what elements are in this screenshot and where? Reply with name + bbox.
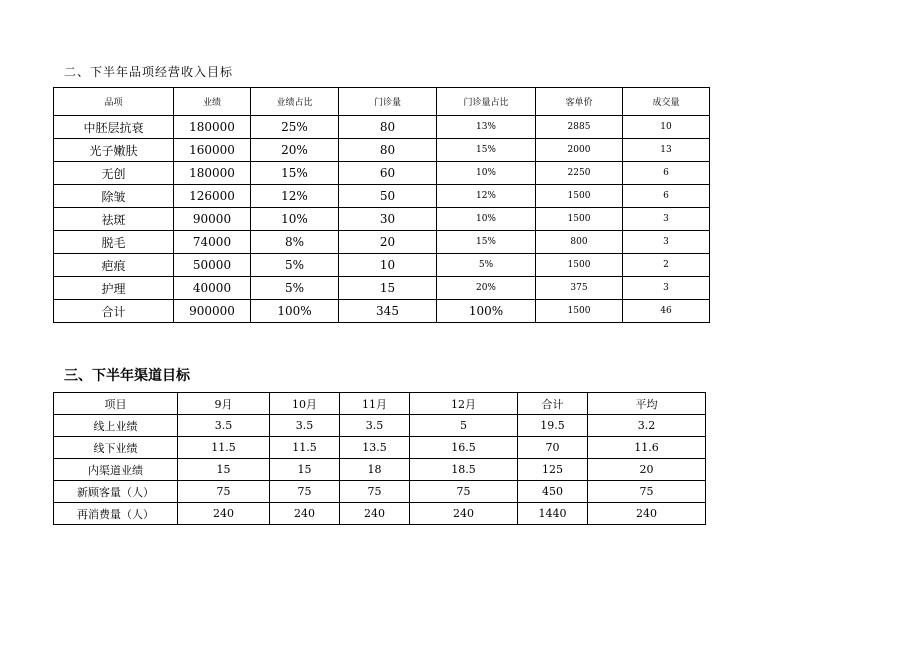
table-cell: 180000: [174, 116, 251, 139]
table-cell: 3: [623, 208, 710, 231]
table-cell: 5%: [251, 254, 339, 277]
table-cell: 1440: [518, 503, 588, 525]
table-cell: 80: [339, 116, 437, 139]
table-cell: 800: [536, 231, 623, 254]
table-cell: 光子嫩肤: [54, 139, 174, 162]
table-row: [54, 162, 710, 185]
table-cell: 75: [588, 481, 706, 503]
table-cell: 中胚层抗衰: [54, 116, 174, 139]
table-cell: 18: [340, 459, 410, 481]
table-cell: 3: [623, 231, 710, 254]
table-cell: 3.5: [340, 415, 410, 437]
table-cell: 1500: [536, 208, 623, 231]
table-cell: 15: [339, 277, 437, 300]
table-cell: 5%: [251, 277, 339, 300]
header-cell: 10月: [270, 393, 340, 415]
table-cell: 脱毛: [54, 231, 174, 254]
table-row: [54, 254, 710, 277]
table-row: [54, 231, 710, 254]
table-cell: 240: [588, 503, 706, 525]
table-cell: 护理: [54, 277, 174, 300]
header-cell: 门诊量占比: [437, 88, 536, 116]
table-cell: 125: [518, 459, 588, 481]
table-cell: 线下业绩: [54, 437, 178, 459]
table-cell: 90000: [174, 208, 251, 231]
table-cell: 240: [178, 503, 270, 525]
table-cell: 30: [339, 208, 437, 231]
table-cell: 25%: [251, 116, 339, 139]
table-cell: 3: [623, 277, 710, 300]
table-total-row: [54, 300, 710, 323]
table-cell: 1500: [536, 254, 623, 277]
table-cell: 80: [339, 139, 437, 162]
table-cell: 450: [518, 481, 588, 503]
table-cell: 线上业绩: [54, 415, 178, 437]
table-cell: 无创: [54, 162, 174, 185]
product-revenue-table: [53, 87, 710, 323]
table-cell: 11.5: [270, 437, 340, 459]
channel-target-table: [53, 392, 706, 525]
header-cell: 品项: [54, 88, 174, 116]
table-cell: 2000: [536, 139, 623, 162]
table-cell: 40000: [174, 277, 251, 300]
header-cell: 项目: [54, 393, 178, 415]
table-cell: 240: [340, 503, 410, 525]
table-cell: 15: [270, 459, 340, 481]
table-cell: 8%: [251, 231, 339, 254]
table-cell: 12%: [251, 185, 339, 208]
table-row: [54, 503, 706, 525]
table-cell: 2250: [536, 162, 623, 185]
table-cell: 15: [178, 459, 270, 481]
table-cell: 内渠道业绩: [54, 459, 178, 481]
table-cell: 3.5: [178, 415, 270, 437]
table-cell: 375: [536, 277, 623, 300]
table-cell: 10%: [437, 162, 536, 185]
table-cell: 240: [410, 503, 518, 525]
table-cell: 10%: [251, 208, 339, 231]
table-cell: 合计: [54, 300, 174, 323]
header-cell: 11月: [340, 393, 410, 415]
table-cell: 15%: [437, 139, 536, 162]
table-header-row: [54, 393, 706, 415]
table-cell: 10: [623, 116, 710, 139]
table-cell: 160000: [174, 139, 251, 162]
table-cell: 6: [623, 162, 710, 185]
header-cell: 合计: [518, 393, 588, 415]
table-cell: 70: [518, 437, 588, 459]
table-cell: 13%: [437, 116, 536, 139]
table-row: [54, 481, 706, 503]
table-cell: 3.5: [270, 415, 340, 437]
table-cell: 1500: [536, 300, 623, 323]
table-cell: 75: [270, 481, 340, 503]
table-cell: 5: [410, 415, 518, 437]
table-cell: 20: [588, 459, 706, 481]
table-cell: 240: [270, 503, 340, 525]
table-cell: 60: [339, 162, 437, 185]
table-cell: 1500: [536, 185, 623, 208]
table-cell: 12%: [437, 185, 536, 208]
table-cell: 5%: [437, 254, 536, 277]
table-row: [54, 459, 706, 481]
table-cell: 19.5: [518, 415, 588, 437]
table-cell: 11.5: [178, 437, 270, 459]
table-cell: 75: [340, 481, 410, 503]
table-cell: 100%: [251, 300, 339, 323]
header-cell: 12月: [410, 393, 518, 415]
table-cell: 11.6: [588, 437, 706, 459]
table-cell: 6: [623, 185, 710, 208]
table-cell: 新顾客量（人）: [54, 481, 178, 503]
table-row: [54, 277, 710, 300]
table-cell: 20%: [251, 139, 339, 162]
table-cell: 祛斑: [54, 208, 174, 231]
table-cell: 16.5: [410, 437, 518, 459]
header-cell: 门诊量: [339, 88, 437, 116]
header-cell: 业绩占比: [251, 88, 339, 116]
table-cell: 46: [623, 300, 710, 323]
table-cell: 18.5: [410, 459, 518, 481]
table-cell: 10%: [437, 208, 536, 231]
table-cell: 2885: [536, 116, 623, 139]
header-cell: 业绩: [174, 88, 251, 116]
table-cell: 900000: [174, 300, 251, 323]
table-cell: 75: [178, 481, 270, 503]
table-cell: 疤痕: [54, 254, 174, 277]
table-header-row: [54, 88, 710, 116]
table-cell: 50: [339, 185, 437, 208]
table-row: [54, 116, 710, 139]
header-cell: 成交量: [623, 88, 710, 116]
table-cell: 13.5: [340, 437, 410, 459]
table-cell: 100%: [437, 300, 536, 323]
table-cell: 75: [410, 481, 518, 503]
table-cell: 除皱: [54, 185, 174, 208]
table-row: [54, 415, 706, 437]
section2-title: 三、下半年渠道目标: [64, 368, 190, 384]
table-cell: 2: [623, 254, 710, 277]
table-row: [54, 437, 706, 459]
table-cell: 20%: [437, 277, 536, 300]
table-cell: 50000: [174, 254, 251, 277]
section1-title: 二、下半年品项经营收入目标: [64, 65, 234, 79]
table-row: [54, 208, 710, 231]
table-cell: 再消费量（人）: [54, 503, 178, 525]
table-cell: 20: [339, 231, 437, 254]
table-row: [54, 185, 710, 208]
table-cell: 15%: [437, 231, 536, 254]
table-cell: 15%: [251, 162, 339, 185]
header-cell: 平均: [588, 393, 706, 415]
table-cell: 3.2: [588, 415, 706, 437]
header-cell: 9月: [178, 393, 270, 415]
table-cell: 180000: [174, 162, 251, 185]
table-cell: 13: [623, 139, 710, 162]
table-cell: 126000: [174, 185, 251, 208]
table-cell: 74000: [174, 231, 251, 254]
table-cell: 10: [339, 254, 437, 277]
table-cell: 345: [339, 300, 437, 323]
table-row: [54, 139, 710, 162]
header-cell: 客单价: [536, 88, 623, 116]
